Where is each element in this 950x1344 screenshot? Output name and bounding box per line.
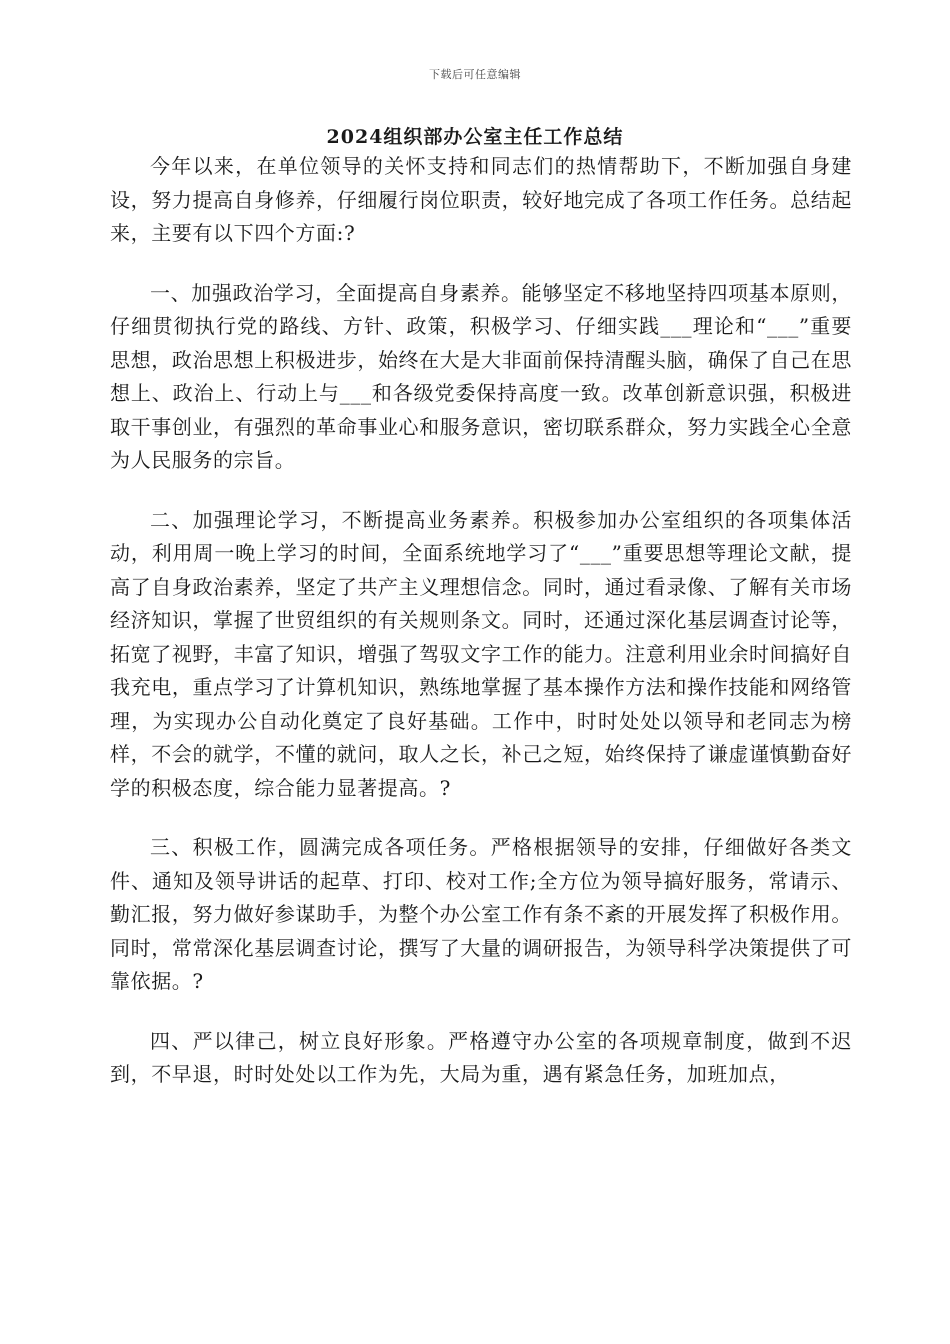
header-note: 下载后可任意编辑 xyxy=(429,68,521,81)
paragraph-intro: 今年以来，在单位领导的关怀支持和同志们的热情帮助下，不断加强自身建设，努力提高自身修养，仔细履行岗位职责，较好地完成了各项工作任务。总结起来，主要有以下四个方面:? xyxy=(110,154,852,245)
paragraph-section-1: 一、加强政治学习，全面提高自身素养。能够坚定不移地坚持四项基本原则，仔细贯彻执行党的路线、方针、政策，积极学习、仔细实践___理论和“___”重要思想，政治思想上积极进步，始终在大是大非面前保持清醒头脑，确保了自己在思想上、政治上、行动上与___和各级党委保持高度一致。改革创新意识强，积极进取干事创业，有强烈的革命事业心和服务意识，密切联系群众，努力实践全心全意为人民服务的宗旨。 xyxy=(110,280,852,472)
document-body xyxy=(110,150,852,1118)
document-title: 2024组织部办公室主任工作总结 xyxy=(326,126,624,148)
paragraph-section-3: 三、积极工作，圆满完成各项任务。严格根据领导的安排，仔细做好各类文件、通知及领导讲话的起草、打印、校对工作;全方位为领导搞好服务，常请示、勤汇报，努力做好参谋助手，为整个办公室工作有条不紊的开展发挥了积极作用。同时，常常深化基层调查讨论，撰写了大量的调研报告，为领导科学决策提供了可靠依据。? xyxy=(110,835,852,993)
paragraph-section-2: 二、加强理论学习，不断提高业务素养。积极参加办公室组织的各项集体活动，利用周一晚上学习的时间，全面系统地学习了“___”重要思想等理论文献，提高了自身政治素养，坚定了共产主义理想信念。同时，通过看录像、了解有关市场经济知识，掌握了世贸组织的有关规则条文。同时，还通过深化基层调查讨论等，拓宽了视野，丰富了知识，增强了驾驭文字工作的能力。注意利用业余时间搞好自我充电，重点学习了计算机知识，熟练地掌握了基本操作方法和操作技能和网络管理，为实现办公自动化奠定了良好基础。工作中，时时处处以领导和老同志为榜样，不会的就学，不懂的就问，取人之长，补己之短，始终保持了谦虚谨慎勤奋好学的积极态度，综合能力显著提高。? xyxy=(110,507,852,800)
paragraph-section-4: 四、严以律己，树立良好形象。严格遵守办公室的各项规章制度，做到不迟到，不早退，时时处处以工作为先，大局为重，遇有紧急任务，加班加点， xyxy=(110,1028,852,1086)
